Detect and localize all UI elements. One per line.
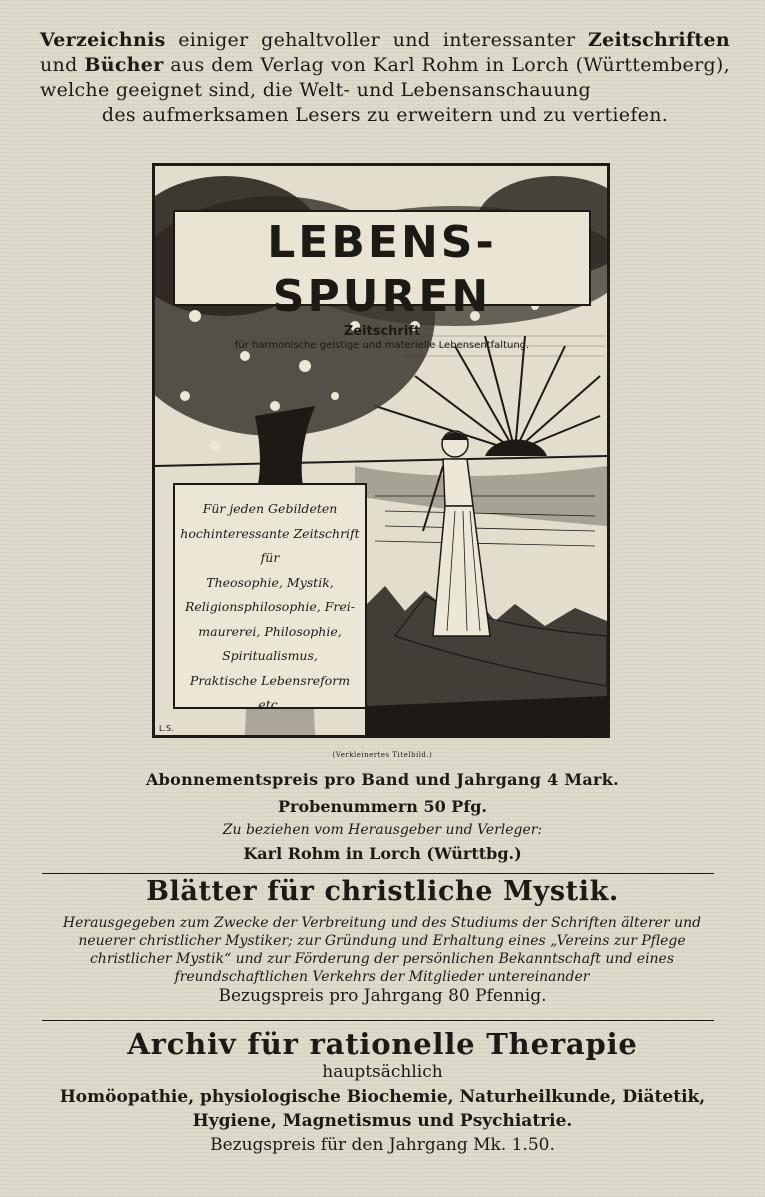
archiv-price: Bezugspreis für den Jahrgang Mk. 1.50. — [210, 1135, 555, 1155]
magazine-title: LEBENS-SPUREN — [267, 217, 497, 322]
archiv-topics-line-2: Hygiene, Magnetismus und Psychiatrie. — [192, 1111, 573, 1131]
archiv-topics — [0, 1085, 765, 1133]
topics-line: Religionsphilosophie, Frei- — [185, 599, 355, 614]
topics-line: hochinteressante Zeitschrift — [180, 525, 360, 541]
topics-line: Theosophie, Mystik, — [206, 574, 334, 590]
intro-text-3: aus dem Verlag von Karl Rohm in Lorch (Württemberg), welche geeignet sind, die Welt- und Lebensanschauung — [40, 54, 730, 101]
intro-text-2: und — [40, 54, 85, 76]
intro-bold-zeitschriften: Zeitschriften — [587, 29, 730, 51]
divider-line — [42, 873, 714, 874]
intro-text-4: des aufmerksamen Lesers zu erweitern und zu vertiefen. — [101, 104, 669, 126]
archiv-title: Archiv für rationelle Therapie — [127, 1027, 638, 1061]
image-caption: (Verkleinertes Titelbild.) — [332, 751, 433, 759]
magazine-tagline: für harmonische geistige und materielle Lebensentfaltung. — [234, 340, 530, 351]
topics-line: Für jeden Gebildeten — [202, 501, 338, 516]
magazine-subtitle: Zeitschrift — [343, 324, 421, 339]
mystik-description: Herausgegeben zum Zwecke der Verbreitung und des Studiums der Schriften älterer und neuerer christlicher Mystiker; zur Gründung und Erhaltung eines „Vereins zur Pflege christlicher Mystik“ und zur Förderung der persönlichen Bekanntschaft und eines freundschaftlichen Verkehrs der Mitglieder untereinander — [62, 915, 702, 985]
subscription-price: Abonnementspreis pro Band und Jahrgang 4 Mark. — [145, 770, 620, 789]
sample-price: Probenummern 50 Pfg. — [278, 797, 487, 816]
archiv-topics-line-1: Homöopathie, physiologische Biochemie, Naturheilkunde, Diätetik, — [59, 1087, 706, 1107]
order-note: Zu beziehen vom Herausgeber und Verleger: — [222, 822, 543, 838]
title-page-illustration — [152, 163, 610, 738]
topics-line: für — [260, 550, 280, 565]
divider-line — [42, 1020, 714, 1021]
intro-bold-buecher: Bücher — [84, 54, 164, 76]
topics-line: Praktische Lebensreform — [189, 672, 351, 688]
intro-bold-verzeichnis: Verzeichnis — [40, 29, 166, 51]
topics-line: maurerei, Philosophie, — [198, 623, 342, 639]
mystik-price: Bezugspreis pro Jahrgang 80 Pfennig. — [218, 986, 547, 1006]
topics-box — [173, 483, 367, 712]
archiv-subtitle: hauptsächlich — [322, 1062, 443, 1082]
publisher-line: Karl Rohm in Lorch (Württbg.) — [243, 844, 522, 863]
intro-paragraph — [40, 28, 730, 128]
topics-line: Spiritualismus, — [222, 648, 318, 663]
intro-text-1: einiger gehaltvoller und interessanter — [165, 29, 588, 51]
title-banner — [173, 210, 591, 351]
mystik-title: Blätter für christliche Mystik. — [146, 876, 619, 907]
topics-line: etc. — [258, 697, 282, 712]
artist-signature: L.S. — [159, 724, 174, 733]
